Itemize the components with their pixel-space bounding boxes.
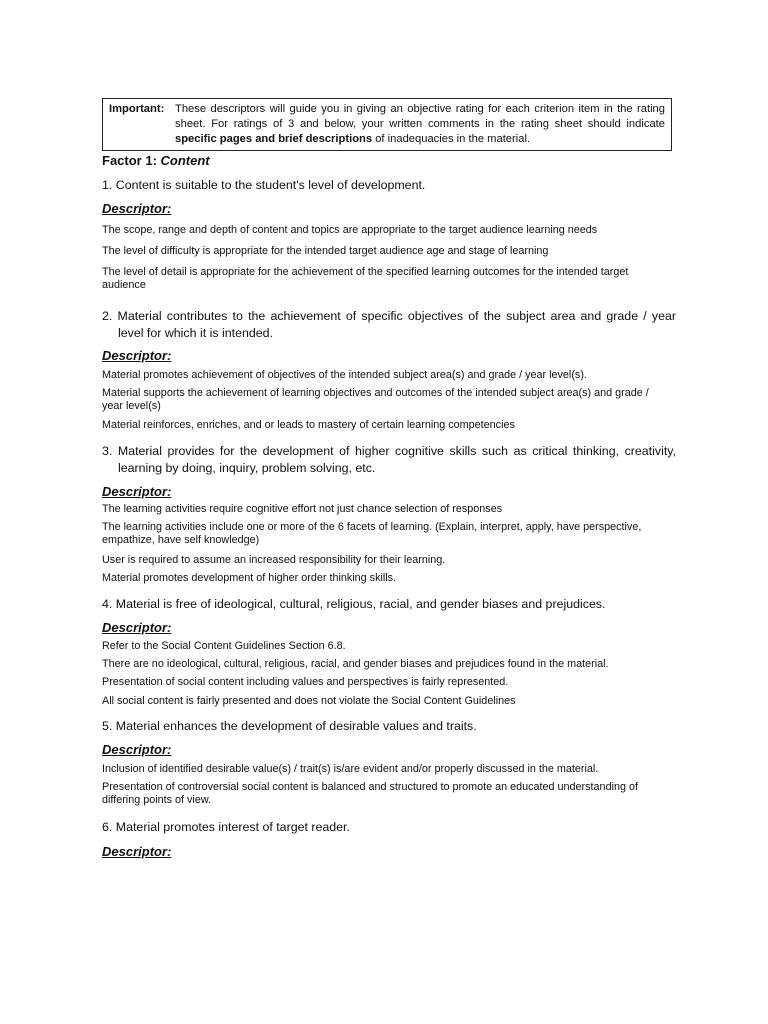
- descriptor-3-1: The learning activities require cognitive effort not just chance selection of responses: [102, 503, 503, 515]
- factor-heading: [102, 153, 210, 168]
- important-label: Important:: [109, 103, 165, 115]
- descriptor-4-3: Presentation of social content including values and perspectives is fairly represented.: [102, 676, 509, 688]
- descriptor-1-1: The scope, range and depth of content and topics are appropriate to the target audience learning needs: [102, 224, 598, 236]
- descriptor-heading-5: Descriptor:: [102, 742, 172, 757]
- important-text-before: These descriptors will guide you in giving an objective rating for each criterion item in the rating sheet. For ratings of 3 and below, your written comments in the rating sheet should indicate: [175, 103, 665, 130]
- descriptor-heading-6: Descriptor:: [102, 844, 172, 859]
- important-text-bold: specific pages and brief descriptions: [175, 133, 373, 145]
- criterion-1: 1. Content is suitable to the student's level of development.: [102, 178, 426, 192]
- criterion-2: 2. Material contributes to the achievement of specific objectives of the subject area and grade / year level for which it is intended.: [102, 309, 676, 340]
- descriptor-2-1: Material promotes achievement of objectives of the intended subject area(s) and grade / year level(s).: [102, 369, 587, 381]
- criterion-5: 5. Material enhances the development of desirable values and traits.: [102, 719, 477, 733]
- descriptor-1-3: The level of detail is appropriate for the achievement of the specified learning outcomes for the intended target audience: [102, 266, 629, 291]
- descriptor-5-1: Inclusion of identified desirable value(s) / trait(s) is/are evident and/or properly discussed in the material.: [102, 763, 599, 775]
- descriptor-2-2: Material supports the achievement of learning objectives and outcomes of the intended subject area(s) and grade / year level(s): [102, 387, 649, 412]
- descriptor-5-2: Presentation of controversial social content is balanced and structured to promote an educated understanding of differing points of view.: [102, 781, 638, 806]
- important-text-after: of inadequacies in the material.: [372, 133, 531, 145]
- factor-name: Content: [160, 153, 210, 168]
- criterion-3: 3. Material provides for the development of higher cognitive skills such as critical thinking, creativity, learning by doing, inquiry, problem solving, etc.: [102, 444, 676, 475]
- descriptor-4-4: All social content is fairly presented and does not violate the Social Content Guidelines: [102, 695, 516, 707]
- descriptor-heading-4: Descriptor:: [102, 620, 172, 635]
- descriptor-heading-2: Descriptor:: [102, 348, 172, 363]
- important-text: [175, 102, 665, 147]
- descriptor-2-3: Material reinforces, enriches, and or leads to mastery of certain learning competencies: [102, 419, 515, 431]
- descriptor-3-4: Material promotes development of higher order thinking skills.: [102, 572, 397, 584]
- criterion-4: 4. Material is free of ideological, cultural, religious, racial, and gender biases and prejudices.: [102, 597, 606, 611]
- descriptor-4-2: There are no ideological, cultural, religious, racial, and gender biases and prejudices found in the material.: [102, 658, 609, 670]
- descriptor-1-2: The level of difficulty is appropriate for the intended target audience age and stage of learning: [102, 245, 549, 257]
- descriptor-4-1: Refer to the Social Content Guidelines Section 6.8.: [102, 640, 346, 652]
- descriptor-heading-1: Descriptor:: [102, 201, 172, 216]
- descriptor-heading-3: Descriptor:: [102, 484, 172, 499]
- descriptor-3-2: The learning activities include one or more of the 6 facets of learning. (Explain, interpret, apply, have perspective, empathize, have self knowledge): [102, 521, 642, 546]
- important-notice-box: [102, 98, 672, 151]
- criterion-6: 6. Material promotes interest of target reader.: [102, 820, 350, 834]
- descriptor-3-3: User is required to assume an increased responsibility for their learning.: [102, 554, 446, 566]
- factor-prefix: Factor 1:: [102, 153, 161, 168]
